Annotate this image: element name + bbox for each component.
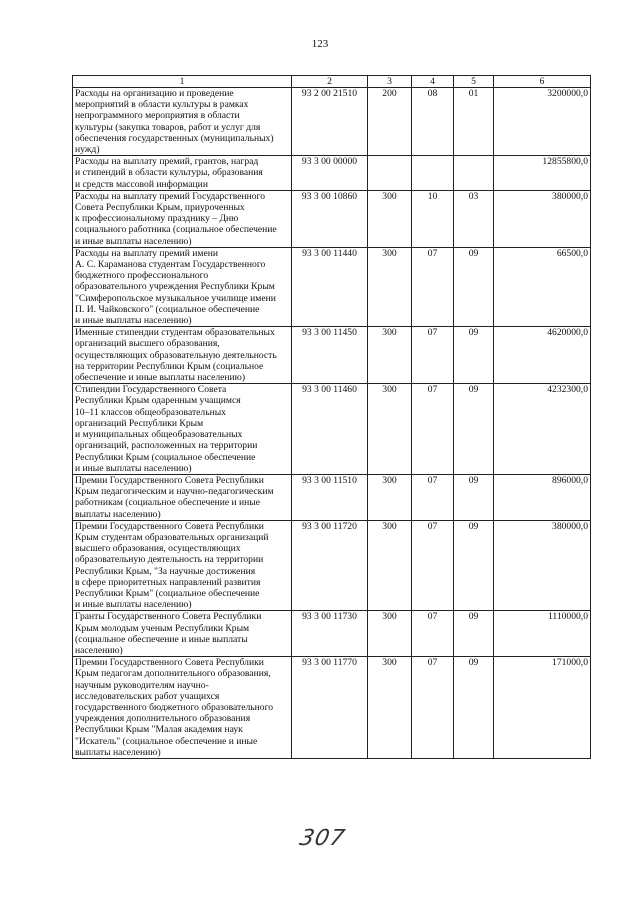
row-description [73, 657, 292, 759]
description-line: государственного бюджетного образовательного [75, 701, 274, 713]
row-expense-type: 200 [368, 88, 412, 156]
table-row [73, 520, 591, 611]
description-line: "Симферопольское музыкальное училище имени [75, 292, 276, 304]
description-line: Стипендии Государственного Совета [75, 384, 227, 396]
description-line: Премии Государственного Совета Республики [75, 520, 264, 532]
description-line: Расходы на выплату премий Государственного [75, 190, 266, 202]
row-amount: 66500,0 [494, 247, 591, 326]
description-line: организаций Республики Крым [75, 417, 204, 429]
row-expense-type: 300 [368, 247, 412, 326]
description-line: Республики Крым (социальное обеспечение [75, 451, 256, 463]
table-row [73, 88, 591, 156]
header-col-2: 2 [292, 76, 368, 88]
row-code: 93 3 00 11450 [292, 327, 368, 384]
row-expense-type: 300 [368, 190, 412, 247]
description-line: Республики Крым, "За научные достижения [75, 565, 256, 577]
table-row [73, 474, 591, 520]
row-code: 93 3 00 11510 [292, 474, 368, 520]
row-description [73, 327, 292, 384]
row-amount: 171000,0 [494, 657, 591, 759]
description-line: культуры (закупка товаров, работ и услуг для [75, 121, 261, 133]
description-line: (социальное обеспечение и иные выплаты [75, 633, 248, 645]
row-section: 08 [412, 88, 454, 156]
row-subsection: 09 [454, 611, 494, 657]
header-col-6: 6 [494, 76, 591, 88]
row-code: 93 3 00 10860 [292, 190, 368, 247]
description-line: Расходы на выплату премий имени [75, 247, 219, 259]
description-line: в сфере приоритетных направлений развития [75, 576, 261, 588]
header-col-3: 3 [368, 76, 412, 88]
row-code: 93 3 00 11770 [292, 657, 368, 759]
table-row [73, 384, 591, 475]
row-description [73, 156, 292, 191]
row-section: 07 [412, 247, 454, 326]
table-row [73, 156, 591, 191]
row-expense-type [368, 156, 412, 191]
row-section [412, 156, 454, 191]
table-row [73, 611, 591, 657]
row-amount: 896000,0 [494, 474, 591, 520]
description-line: Премии Государственного Совета Республики [75, 474, 264, 486]
row-code: 93 3 00 00000 [292, 156, 368, 191]
row-subsection: 09 [454, 474, 494, 520]
description-line: и иные выплаты населению) [75, 462, 192, 474]
description-line: организаций, расположенных на территории [75, 440, 258, 452]
table-row [73, 657, 591, 759]
description-line: и иные выплаты населению) [75, 235, 192, 247]
row-section: 07 [412, 657, 454, 759]
description-line: 10–11 классов общеобразовательных [75, 406, 226, 418]
row-description [73, 611, 292, 657]
description-line: и стипендий в области культуры, образования [75, 167, 263, 179]
description-line: Расходы на организацию и проведение [75, 88, 234, 99]
row-section: 10 [412, 190, 454, 247]
description-line: "Искатель" (социальное обеспечение и иные [75, 735, 258, 747]
description-line: и муниципальных общеобразовательных [75, 429, 243, 441]
row-description [73, 384, 292, 475]
row-section: 07 [412, 384, 454, 475]
description-line: обеспечения государственных (муниципальных) [75, 132, 274, 144]
row-expense-type: 300 [368, 474, 412, 520]
description-line: и иные выплаты населению) [75, 315, 192, 327]
row-expense-type: 300 [368, 611, 412, 657]
row-amount: 4232300,0 [494, 384, 591, 475]
row-section: 07 [412, 520, 454, 611]
description-line: Премии Государственного Совета Республики [75, 657, 264, 669]
row-section: 07 [412, 327, 454, 384]
row-subsection: 09 [454, 520, 494, 611]
description-line: Крым педагогам дополнительного образования, [75, 668, 271, 680]
page-number: 123 [311, 38, 329, 50]
description-line: научным руководителям научно- [75, 679, 209, 691]
row-expense-type: 300 [368, 520, 412, 611]
row-description [73, 520, 292, 611]
header-col-5: 5 [454, 76, 494, 88]
description-line: к профессиональному празднику – Дню [75, 213, 239, 225]
row-expense-type: 300 [368, 384, 412, 475]
description-line: исследовательских работ учащихся [75, 690, 220, 702]
row-amount: 380000,0 [494, 190, 591, 247]
description-line: образовательную деятельность на территории [75, 554, 264, 566]
description-line: и средств массовой информации [75, 178, 208, 190]
row-subsection: 09 [454, 384, 494, 475]
description-line: на территории Республики Крым (социальное [75, 360, 264, 372]
row-amount: 3200000,0 [494, 88, 591, 156]
table-body [73, 88, 591, 759]
row-subsection: 01 [454, 88, 494, 156]
table-row [73, 190, 591, 247]
description-line: Республики Крым" (социальное обеспечение [75, 587, 260, 599]
description-line: социального работника (социальное обеспечение [75, 224, 277, 236]
row-code: 93 3 00 11460 [292, 384, 368, 475]
description-line: Именные стипендии студентам образовательных [75, 327, 275, 339]
row-subsection: 09 [454, 247, 494, 326]
row-subsection: 09 [454, 327, 494, 384]
description-line: мероприятий в области культуры в рамках [75, 99, 249, 111]
header-row [73, 76, 591, 88]
row-description [73, 474, 292, 520]
description-line: бюджетного профессионального [75, 270, 209, 282]
row-description [73, 247, 292, 326]
description-line: Крым молодым ученым Республики Крым [75, 622, 250, 634]
table-row [73, 327, 591, 384]
description-line: П. И. Чайковского" (социальное обеспечение [75, 303, 260, 315]
description-line: выплаты населению) [75, 508, 161, 520]
row-amount: 4620000,0 [494, 327, 591, 384]
table-row [73, 247, 591, 326]
row-description [73, 88, 292, 156]
header-col-4: 4 [412, 76, 454, 88]
description-line: непрограммного мероприятия в области [75, 110, 240, 122]
row-expense-type: 300 [368, 657, 412, 759]
row-amount: 12855800,0 [494, 156, 591, 191]
handwritten-page-stamp: 307 [297, 826, 348, 851]
description-line: высшего образования, осуществляющих [75, 543, 241, 555]
row-description [73, 190, 292, 247]
row-subsection: 03 [454, 190, 494, 247]
row-amount: 1110000,0 [494, 611, 591, 657]
row-section: 07 [412, 474, 454, 520]
description-line: работникам (социальное обеспечение и иные [75, 497, 261, 509]
description-line: Гранты Государственного Совета Республики [75, 611, 262, 623]
description-line: осуществляющих образовательную деятельность [75, 349, 277, 361]
header-col-1: 1 [73, 76, 292, 88]
description-line: населению) [75, 644, 123, 656]
description-line: выплаты населению) [75, 746, 161, 758]
description-line: учреждения дополнительного образования [75, 713, 251, 725]
row-expense-type: 300 [368, 327, 412, 384]
description-line: обеспечение и иные выплаты населению) [75, 372, 246, 384]
description-line: А. С. Караманова студентам Государственного [75, 259, 266, 271]
row-subsection [454, 156, 494, 191]
description-line: Республики Крым одаренным учащимся [75, 395, 241, 407]
row-amount: 380000,0 [494, 520, 591, 611]
description-line: и иные выплаты населению) [75, 599, 192, 611]
description-line: Крым педагогическим и научно-педагогическим [75, 486, 274, 498]
description-line: образовательного учреждения Республики Крым [75, 281, 275, 293]
description-line: Расходы на выплату премий, грантов, наград [75, 156, 259, 168]
row-section: 07 [412, 611, 454, 657]
description-line: Республики Крым "Малая академия наук [75, 724, 243, 736]
description-line: организаций высшего образования, [75, 338, 220, 350]
budget-table [72, 75, 591, 759]
row-code: 93 3 00 11440 [292, 247, 368, 326]
row-code: 93 3 00 11720 [292, 520, 368, 611]
description-line: Совета Республики Крым, приуроченных [75, 202, 245, 214]
description-line: нужд) [75, 144, 100, 156]
row-subsection: 09 [454, 657, 494, 759]
row-code: 93 3 00 11730 [292, 611, 368, 657]
description-line: Крым студентам образовательных организаций [75, 531, 269, 543]
row-code: 93 2 00 21510 [292, 88, 368, 156]
